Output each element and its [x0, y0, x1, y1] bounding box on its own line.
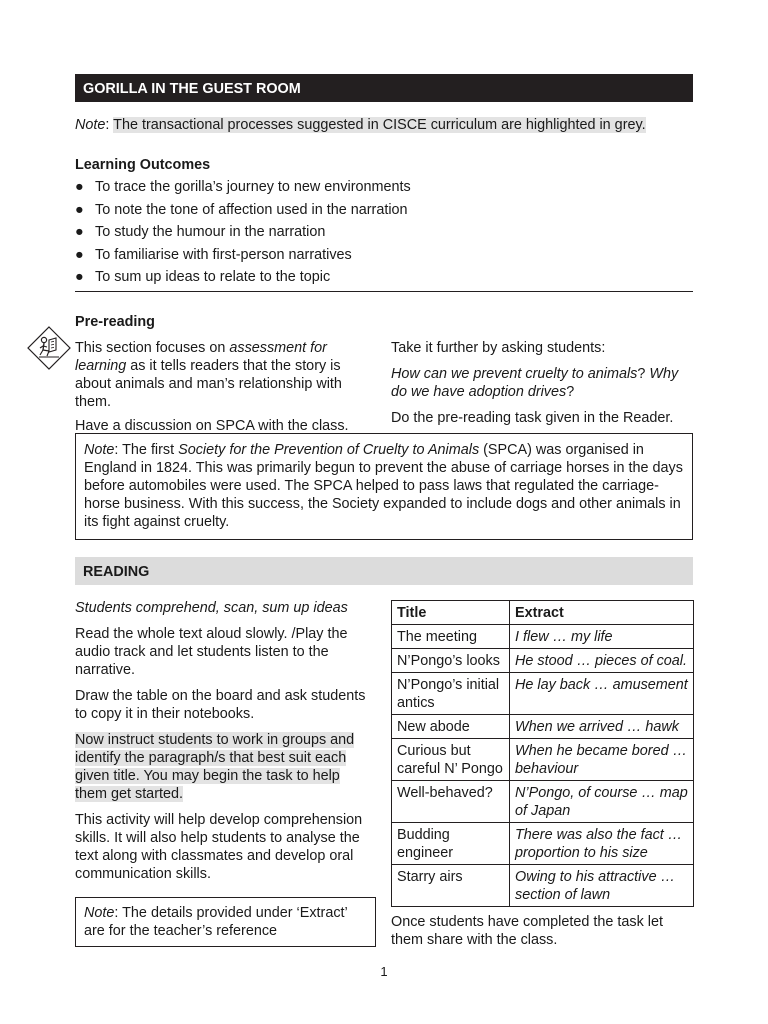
pre-reading-paragraph: Do the pre-reading task given in the Reader. — [391, 410, 674, 426]
extract-cell: N’Pongo, of course … map of Japan — [510, 781, 694, 823]
reading-section-banner — [75, 557, 693, 585]
learning-outcomes-list — [75, 178, 693, 291]
bullet-icon: ● — [75, 224, 84, 240]
table-header: Extract — [510, 601, 694, 625]
reading-left-column — [75, 599, 375, 891]
note-highlighted-text: The transactional processes suggested in CISCE curriculum are highlighted in grey. — [113, 117, 646, 133]
spca-note-box: Note: The first Society for the Prevention of Cruelty to Animals (SPCA) was organised in England in 1824. This was primarily begun to prevent the abuse of carriage horses in the days before automobiles were used. The SPCA helped to pass laws that regulated the carriage-horse business. With this success, the Society expanded to include dogs and other animals in its fight against cruelty. — [75, 433, 693, 540]
pre-reading-right-column — [391, 339, 693, 435]
table-row — [392, 649, 694, 673]
title-cell: Starry airs — [392, 865, 510, 907]
list-item: ● To trace the gorilla’s journey to new environments — [75, 179, 411, 195]
pre-reading-reader-icon — [27, 326, 71, 370]
table-row — [392, 823, 694, 865]
pre-reading-questions: How can we prevent cruelty to animals? Why do we have adoption drives? — [391, 366, 679, 400]
chapter-title: GORILLA IN THE GUEST ROOM — [83, 81, 301, 97]
extract-cell: He lay back … amusement — [510, 673, 694, 715]
table-row — [392, 865, 694, 907]
extract-cell: There was also the fact … proportion to his size — [510, 823, 694, 865]
extract-cell: I flew … my life — [510, 625, 694, 649]
chapter-title-banner — [75, 74, 693, 102]
reading-heading: READING — [83, 564, 150, 580]
table-row — [392, 625, 694, 649]
section-divider — [75, 291, 693, 292]
reading-subtitle: Students comprehend, scan, sum up ideas — [75, 600, 348, 616]
table-header-row — [392, 601, 694, 625]
table-row — [392, 739, 694, 781]
bullet-icon: ● — [75, 179, 84, 195]
list-item: ● To study the humour in the narration — [75, 224, 326, 240]
title-cell: Well-behaved? — [392, 781, 510, 823]
page-number: 1 — [380, 964, 388, 979]
extract-cell: When we arrived … hawk — [510, 715, 694, 739]
table-header: Title — [392, 601, 510, 625]
note-label: Note — [75, 117, 106, 133]
note-label: Note — [84, 905, 115, 921]
bullet-icon: ● — [75, 246, 84, 263]
reading-paragraph: Read the whole text aloud slowly. /Play the audio track and let students listen to the narrative. — [75, 626, 348, 678]
title-cell: N’Pongo’s looks — [392, 649, 510, 673]
bullet-icon: ● — [75, 269, 84, 285]
list-item: ● To familiarise with first-person narratives — [75, 246, 352, 263]
title-cell: The meeting — [392, 625, 510, 649]
title-cell: Curious but careful N’ Pongo — [392, 739, 510, 781]
reading-paragraph: Draw the table on the board and ask students to copy it in their notebooks. — [75, 688, 366, 722]
extract-cell: Owing to his attractive … section of lawn — [510, 865, 694, 907]
table-row — [392, 781, 694, 823]
table-row — [392, 673, 694, 715]
extract-note-box: Note: The details provided under ‘Extract’ are for the teacher’s reference — [75, 897, 376, 947]
extract-cell: He stood … pieces of coal. — [510, 649, 694, 673]
pre-reading-paragraph: Have a discussion on SPCA with the class. — [75, 418, 349, 434]
table-row — [392, 715, 694, 739]
title-extract-table — [391, 600, 694, 907]
curriculum-note: Note: The transactional processes suggested in CISCE curriculum are highlighted in grey. — [75, 117, 646, 133]
note-label: Note — [84, 442, 115, 458]
reading-paragraph-highlighted: Now instruct students to work in groups and identify the paragraph/s that best suit each given title. You may begin the task to help them get started. — [75, 732, 355, 802]
pre-reading-paragraph: Take it further by asking students: — [391, 340, 606, 356]
list-item: ● To note the tone of affection used in the narration — [75, 201, 408, 218]
title-cell: N’Pongo’s initial antics — [392, 673, 510, 715]
reading-paragraph: This activity will help develop comprehension skills. It will also help students to analyse the text along with classmates and develop oral communication skills. — [75, 812, 363, 882]
title-cell: New abode — [392, 715, 510, 739]
pre-reading-heading: Pre-reading — [75, 314, 155, 330]
after-table-paragraph: Once students have completed the task let them share with the class. — [391, 914, 663, 948]
bullet-icon: ● — [75, 201, 84, 218]
list-item: ● To sum up ideas to relate to the topic — [75, 269, 331, 285]
pre-reading-left-column — [75, 339, 375, 441]
extract-cell: When he became bored … behaviour — [510, 739, 694, 781]
pre-reading-paragraph: This section focuses on assessment for learning as it tells readers that the story is about animals and man’s relationship with them. — [75, 340, 342, 410]
learning-outcomes-heading: Learning Outcomes — [75, 157, 211, 173]
title-cell: Budding engineer — [392, 823, 510, 865]
